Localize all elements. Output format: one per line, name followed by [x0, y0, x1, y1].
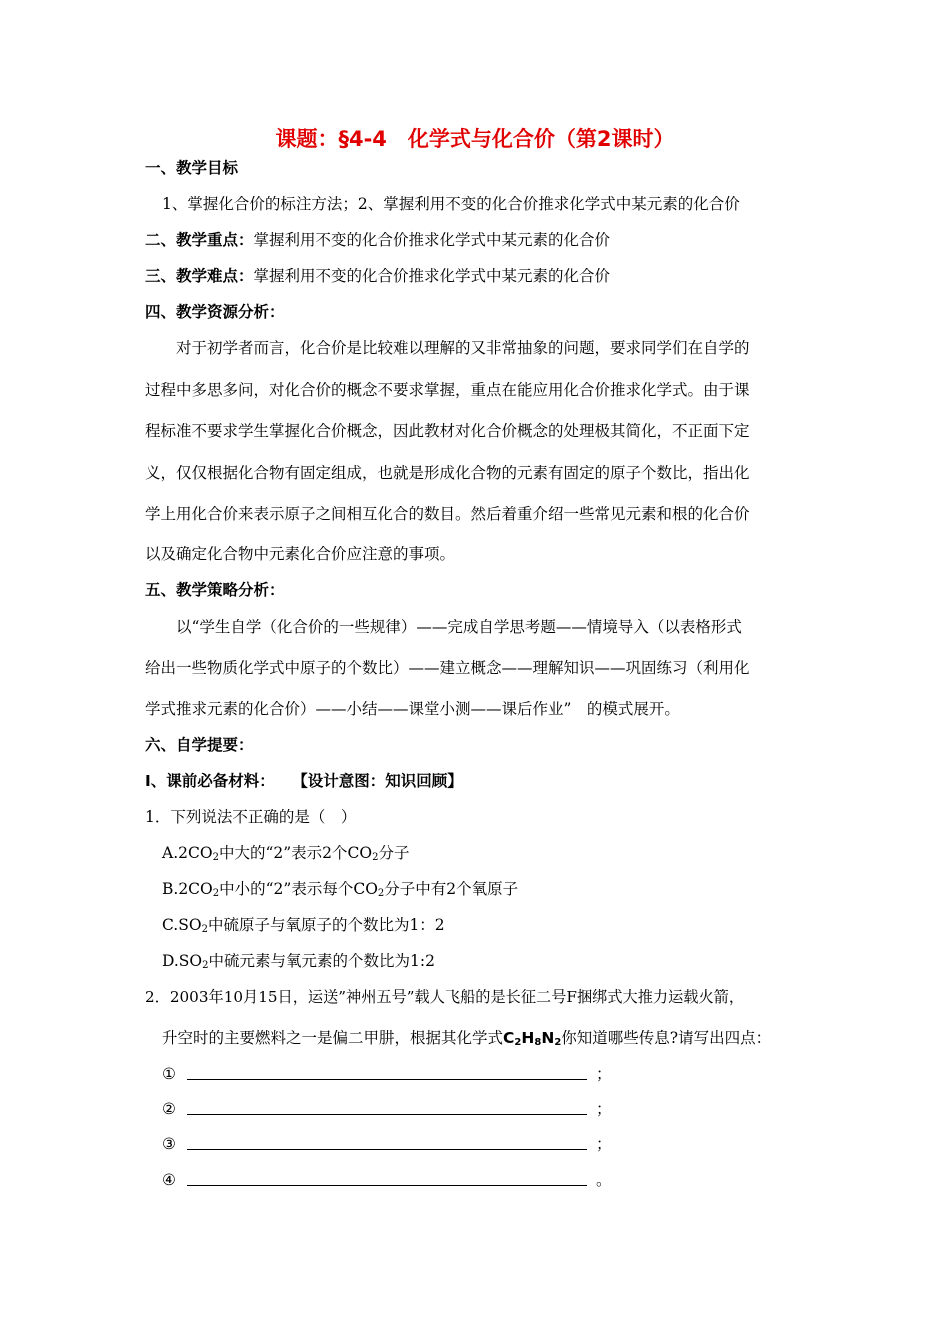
section-4-paragraph-line: 以及确定化合物中元素化合价应注意的事项。 — [145, 545, 456, 563]
question-2-line-2: 升空时的主要燃料之一是偏二甲肼，根据其化学式$C_2H_8N_2$你知道哪些传息?请写出四点： — [162, 1029, 772, 1048]
question-1-option-a: $A.2CO_2$中大的“2”表示2个$CO_2$分子 — [162, 844, 410, 863]
part-1-heading: Ⅰ、课前必备材料： — [145, 772, 275, 790]
question-1-option-b: $B.2CO_2$中小的“2”表示每个$CO_2$分子中有2个氧原子 — [162, 880, 519, 899]
answer-marker-2: ② — [162, 1100, 176, 1118]
section-3-text: 掌握利用不变的化合价推求化学式中某元素的化合价 — [253, 267, 611, 285]
answer-blank-4[interactable] — [187, 1185, 587, 1186]
section-4-paragraph-line: 义，仅仅根据化合物有固定组成，也就是形成化合物的元素有固定的原子个数比，指出化 — [145, 464, 750, 482]
section-2-heading: 二、教学重点： — [145, 231, 254, 249]
section-5-paragraph-line: 给出一些物质化学式中原子的个数比）——建立概念——理解知识——巩固练习（利用化 — [145, 659, 750, 677]
section-5-heading: 五、教学策略分析： — [145, 581, 285, 599]
answer-blank-2[interactable] — [187, 1114, 587, 1115]
question-1-stem: 1．下列说法不正确的是（ ） — [145, 808, 357, 826]
section-4-paragraph-line: 学上用化合价来表示原子之间相互化合的数目。然后着重介绍一些常见元素和根的化合价 — [145, 505, 750, 523]
section-1-text: 1、掌握化合价的标注方法；2、掌握利用不变的化合价推求化学式中某元素的化合价 — [162, 195, 740, 213]
answer-marker-3: ③ — [162, 1135, 176, 1153]
section-4-paragraph-line: 过程中多思多问，对化合价的概念不要求掌握，重点在能应用化合价推求化学式。由于课 — [145, 381, 750, 399]
section-3 — [145, 265, 610, 287]
answer-marker-4: ④ — [162, 1171, 176, 1189]
section-4-heading: 四、教学资源分析： — [145, 303, 285, 321]
section-5-paragraph-line: 以“学生自学（化合价的一些规律）——完成自学思考题——情境导入（以表格形式 — [176, 618, 742, 636]
part-1-heading-line — [145, 770, 463, 792]
page-title: 课题：§4-4 化学式与化合价（第2课时） — [275, 127, 675, 151]
section-6-heading: 六、自学提要： — [145, 736, 254, 754]
question-1-option-d: $D.SO_2$中硫元素与氧元素的个数比为1:2 — [162, 952, 435, 971]
answer-end-2: ； — [596, 1100, 612, 1118]
chemical-formula: $C_2H_8N_2$ — [503, 1029, 562, 1048]
section-4-paragraph-line: 程标准不要求学生掌握化合价概念，因此教材对化合价概念的处理极其简化，不正面下定 — [145, 422, 750, 440]
section-5-paragraph-line: 学式推求元素的化合价）——小结——课堂小测——课后作业” 的模式展开。 — [145, 700, 680, 718]
answer-end-3: ； — [596, 1135, 612, 1153]
answer-marker-1: ① — [162, 1065, 176, 1083]
answer-end-1: ； — [596, 1065, 612, 1083]
section-2 — [145, 229, 610, 251]
part-1-design-intent: 【设计意图：知识回顾】 — [292, 772, 463, 790]
question-2-line-1: 2．2003年10月15日，运送”神州五号”载人飞船的是长征二号F捆绑式大推力运载火箭， — [145, 988, 745, 1006]
question-1-option-c: $C.SO_2$中硫原子与氧原子的个数比为1：2 — [162, 916, 445, 935]
section-3-heading: 三、教学难点： — [145, 267, 254, 285]
section-2-text: 掌握利用不变的化合价推求化学式中某元素的化合价 — [253, 231, 611, 249]
answer-blank-1[interactable] — [187, 1079, 587, 1080]
section-4-paragraph-line: 对于初学者而言，化合价是比较难以理解的又非常抽象的问题，要求同学们在自学的 — [176, 339, 750, 357]
answer-end-4: 。 — [596, 1171, 612, 1189]
section-1-heading: 一、教学目标 — [145, 159, 239, 177]
answer-blank-3[interactable] — [187, 1149, 587, 1150]
